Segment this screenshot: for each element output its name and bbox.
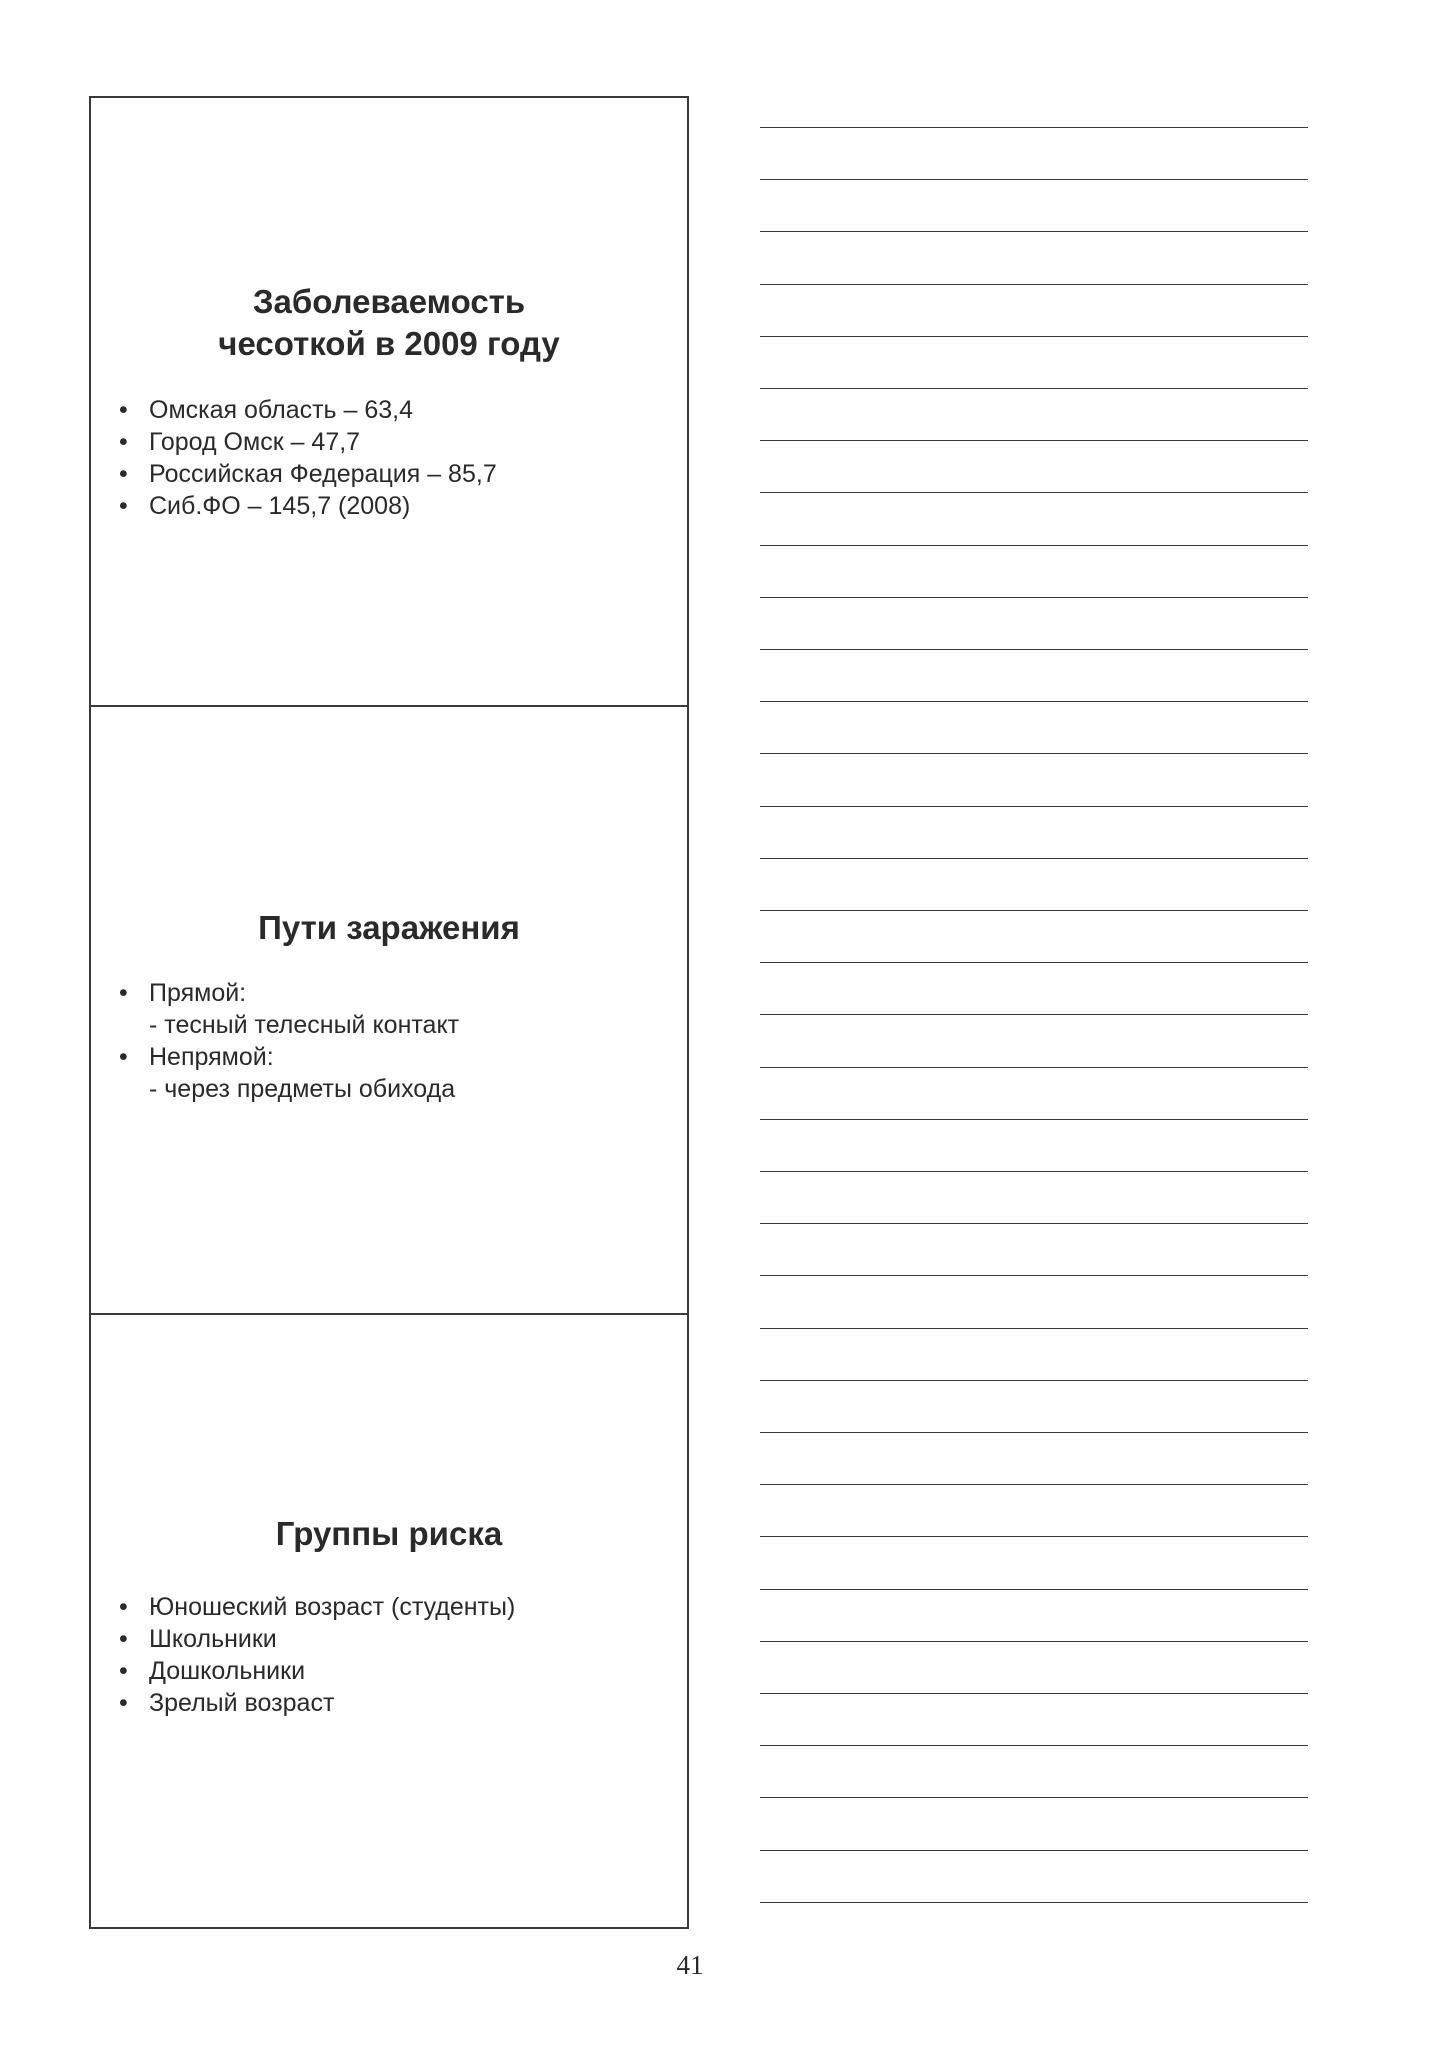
- note-line: [760, 1275, 1308, 1276]
- slides-column: [89, 96, 689, 1929]
- slide-title: [91, 281, 687, 365]
- slide-title-line: Пути заражения: [258, 909, 520, 946]
- note-line: [760, 753, 1308, 754]
- note-line: [760, 701, 1308, 702]
- note-line: [760, 545, 1308, 546]
- list-item: [119, 490, 497, 522]
- note-line: [760, 1432, 1308, 1433]
- slide-title-line: чесоткой в 2009 году: [218, 325, 560, 362]
- note-line: [760, 336, 1308, 337]
- note-line: [760, 910, 1308, 911]
- note-line: [760, 1693, 1308, 1694]
- note-line: [760, 962, 1308, 963]
- list-item: [119, 1623, 515, 1655]
- bullet-icon: •: [119, 428, 128, 456]
- list-item-text: Российская Федерация – 85,7: [149, 460, 497, 488]
- note-line: [760, 1902, 1308, 1903]
- note-line: [760, 1380, 1308, 1381]
- note-line: [760, 1745, 1308, 1746]
- note-line: [760, 492, 1308, 493]
- slide-risk-groups: [91, 1313, 687, 1927]
- list-item: [119, 977, 459, 1041]
- list-item-text: Омская область – 63,4: [149, 396, 414, 424]
- list-item-text: Юношеский возраст (студенты): [149, 1593, 516, 1621]
- note-line: [760, 388, 1308, 389]
- note-line: [760, 806, 1308, 807]
- list-item-subtext: - тесный телесный контакт: [149, 1011, 460, 1039]
- slide-transmission: [91, 705, 687, 1313]
- list-item-text: Сиб.ФО – 145,7 (2008): [149, 492, 411, 520]
- note-line: [760, 127, 1308, 128]
- bullet-icon: •: [119, 460, 128, 488]
- bullet-icon: •: [119, 492, 128, 520]
- note-line: [760, 1014, 1308, 1015]
- list-item-subtext: - через предметы обихода: [149, 1075, 456, 1103]
- bullet-icon: •: [119, 1625, 128, 1653]
- note-line: [760, 1797, 1308, 1798]
- list-item-text: Прямой:: [149, 979, 247, 1007]
- note-line: [760, 1589, 1308, 1590]
- bullet-icon: •: [119, 1689, 128, 1717]
- slide-bullet-list: [119, 977, 459, 1105]
- note-line: [760, 231, 1308, 232]
- note-line: [760, 1641, 1308, 1642]
- bullet-icon: •: [119, 1657, 128, 1685]
- bullet-icon: •: [119, 396, 128, 424]
- slide-bullet-list: [119, 1591, 515, 1719]
- slide-title-line: Группы риска: [275, 1515, 503, 1552]
- note-line: [760, 440, 1308, 441]
- note-line: [760, 597, 1308, 598]
- slide-title: [91, 907, 687, 949]
- notes-lines-area: [760, 0, 1308, 1920]
- slide-incidence: [91, 98, 687, 705]
- note-line: [760, 1328, 1308, 1329]
- note-line: [760, 1119, 1308, 1120]
- list-item-text: Дошкольники: [149, 1657, 306, 1685]
- note-line: [760, 1850, 1308, 1851]
- slide-title: [91, 1513, 687, 1555]
- note-line: [760, 1536, 1308, 1537]
- list-item-text: Непрямой:: [149, 1043, 274, 1071]
- note-line: [760, 1223, 1308, 1224]
- page-number: 41: [676, 1950, 704, 1980]
- note-line: [760, 649, 1308, 650]
- slide-bullet-list: [119, 394, 497, 522]
- list-item: [119, 1655, 515, 1687]
- note-line: [760, 858, 1308, 859]
- list-item-text: Школьники: [149, 1625, 277, 1653]
- note-line: [760, 1484, 1308, 1485]
- slide-title-line: Заболеваемость: [252, 283, 526, 320]
- bullet-icon: •: [119, 1043, 128, 1071]
- list-item: [119, 426, 497, 458]
- note-line: [760, 1171, 1308, 1172]
- list-item: [119, 1591, 515, 1623]
- list-item-text: Зрелый возраст: [149, 1689, 335, 1717]
- list-item: [119, 1687, 515, 1719]
- note-line: [760, 1067, 1308, 1068]
- list-item: [119, 394, 497, 426]
- bullet-icon: •: [119, 979, 128, 1007]
- bullet-icon: •: [119, 1593, 128, 1621]
- list-item: [119, 458, 497, 490]
- note-line: [760, 179, 1308, 180]
- list-item-text: Город Омск – 47,7: [149, 428, 361, 456]
- note-line: [760, 284, 1308, 285]
- list-item: [119, 1041, 459, 1105]
